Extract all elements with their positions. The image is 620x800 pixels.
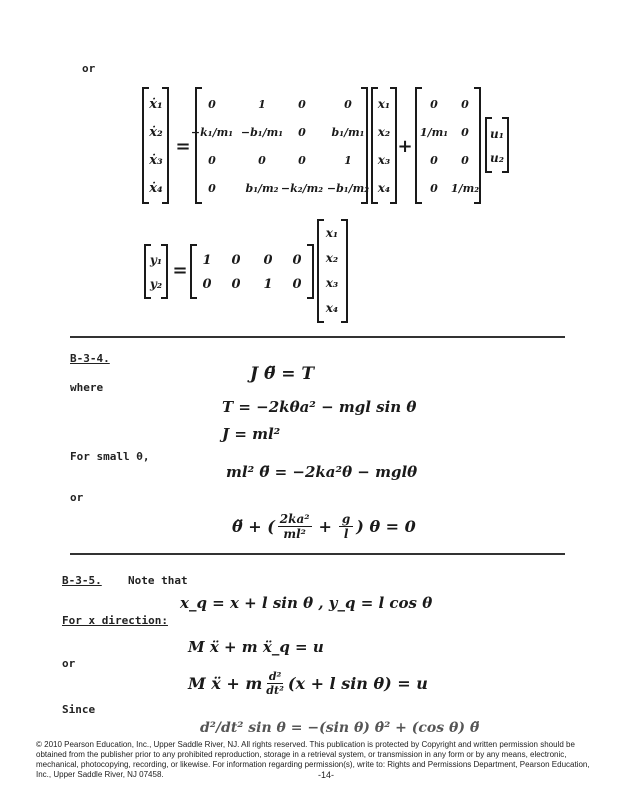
equation-expanded-x bbox=[188, 670, 428, 697]
label-or-3: or bbox=[62, 657, 76, 670]
a-matrix-entry: −b₁/m₂ bbox=[326, 182, 370, 195]
divider-line-1 bbox=[70, 336, 565, 338]
x-vector-entry: x₁ bbox=[377, 97, 391, 111]
label-note-that: Note that bbox=[128, 574, 188, 587]
label-for-small-theta: For small θ, bbox=[70, 450, 150, 463]
c-matrix-entry: 0 bbox=[292, 253, 302, 268]
a-matrix-entry: −k₂/m₂ bbox=[280, 182, 324, 195]
c-matrix-entry: 0 bbox=[202, 277, 212, 292]
problem-label-b34: B-3-4. bbox=[70, 352, 110, 365]
fraction-numerator: g bbox=[339, 512, 353, 527]
c-matrix-entry: 0 bbox=[263, 253, 273, 268]
equals-sign-2: = bbox=[172, 260, 188, 281]
label-or-2: or bbox=[70, 491, 84, 504]
a-matrix-entry: 0 bbox=[258, 154, 266, 167]
fraction-denominator: dt² bbox=[266, 684, 284, 697]
plus-sign: + bbox=[397, 136, 413, 157]
lhs-left-bracket bbox=[143, 88, 149, 203]
eq-expanded-prefix: M ẍ + m bbox=[188, 674, 263, 693]
divider-line-2 bbox=[70, 553, 565, 555]
a-matrix-entry: 0 bbox=[298, 154, 306, 167]
a-matrix-entry: 1 bbox=[258, 98, 266, 111]
output-equation-matrix bbox=[145, 220, 347, 322]
c-matrix-entry: 0 bbox=[231, 277, 241, 292]
fraction-numerator: d² bbox=[268, 670, 282, 683]
y-vector-entry: y₂ bbox=[149, 277, 163, 291]
page-number: -14- bbox=[318, 770, 335, 780]
c-matrix-entry: 1 bbox=[202, 253, 212, 268]
b-matrix-entry: 0 bbox=[461, 154, 469, 167]
b-matrix-entry: 0 bbox=[430, 154, 438, 167]
fraction-g-l bbox=[339, 512, 353, 541]
a-matrix-entry: 0 bbox=[208, 98, 216, 111]
label-since: Since bbox=[62, 703, 96, 716]
a-matrix-entry: −k₁/m₁ bbox=[190, 126, 234, 139]
lhs-right-bracket bbox=[162, 88, 168, 203]
x-vector-entry: x₄ bbox=[377, 181, 391, 195]
x-vector-entry: x₂ bbox=[377, 125, 391, 139]
equation-newton-x: M ẍ + m ẍ_q = u bbox=[188, 638, 324, 656]
u-vector-entry: u₁ bbox=[490, 127, 504, 141]
equals-sign: = bbox=[175, 136, 191, 157]
a-left-bracket bbox=[196, 88, 202, 203]
x-right-bracket bbox=[390, 88, 396, 203]
c-matrix-entry: 0 bbox=[231, 253, 241, 268]
lhs-entry: ẋ₁ bbox=[149, 97, 163, 112]
x2-left-bracket bbox=[318, 220, 324, 322]
fraction-2ka2-ml2 bbox=[278, 512, 312, 541]
a-matrix-entry: 1 bbox=[344, 154, 352, 167]
equation-xq-yq: x_q = x + l sin θ , y_q = l cos θ bbox=[180, 594, 433, 612]
a-matrix-entry: 0 bbox=[298, 126, 306, 139]
a-matrix-entry: 0 bbox=[344, 98, 352, 111]
fraction-numerator: 2ka² bbox=[279, 512, 310, 526]
label-for-x-direction: For x direction: bbox=[62, 614, 168, 627]
x2-vector-entry: x₁ bbox=[325, 226, 339, 240]
c-right-bracket bbox=[307, 245, 313, 298]
x2-vector-entry: x₂ bbox=[325, 251, 339, 265]
fraction-denominator: ml² bbox=[283, 527, 306, 541]
equation-inertia: J = ml² bbox=[222, 425, 281, 443]
a-matrix-entry: −b₁/m₁ bbox=[240, 126, 284, 139]
lhs-entry: ẋ₄ bbox=[149, 181, 163, 196]
x2-vector-entry: x₄ bbox=[325, 301, 339, 315]
lhs-entry: ẋ₃ bbox=[149, 153, 163, 168]
a-matrix-entry: 0 bbox=[208, 154, 216, 167]
x-vector-entry: x₃ bbox=[377, 153, 391, 167]
a-matrix-entry: 0 bbox=[298, 98, 306, 111]
a-matrix-entry: 0 bbox=[208, 182, 216, 195]
problem-label-b35: B-3-5. bbox=[62, 574, 102, 587]
b-matrix-entry: 1/m₂ bbox=[450, 182, 480, 195]
fraction-d2-dt2 bbox=[266, 670, 284, 697]
eq-final-suffix: ) θ = 0 bbox=[356, 517, 416, 536]
fraction-denominator: l bbox=[343, 527, 349, 541]
eq-final-prefix: θ̈ + ( bbox=[232, 517, 275, 536]
label-where: where bbox=[70, 381, 104, 394]
b-matrix-entry: 0 bbox=[461, 98, 469, 111]
label-or-1: or bbox=[82, 62, 96, 75]
state-equation-matrix bbox=[143, 88, 508, 203]
x2-vector-entry: x₃ bbox=[325, 276, 339, 290]
c-matrix-entry: 0 bbox=[292, 277, 302, 292]
eq-expanded-suffix: (x + l sin θ) = u bbox=[287, 674, 428, 693]
c-matrix-entry: 1 bbox=[263, 277, 273, 292]
equation-since-partial: d²/dt² sin θ = −(sin θ) θ̇² + (cos θ) θ̈ bbox=[200, 720, 480, 736]
b-matrix-entry: 0 bbox=[430, 98, 438, 111]
equation-torque: T = −2kθa² − mgl sin θ bbox=[222, 398, 417, 416]
b-left-bracket bbox=[416, 88, 422, 203]
x2-right-bracket bbox=[341, 220, 347, 322]
copyright-notice: © 2010 Pearson Education, Inc., Upper Saddle River, NJ. All rights reserved. This publication is protected by Copyright and written permission should be obtained from the publisher prior to any prohibited reproduction, storage in a retrieval system, or transmission in any form or by any means, electronic, mechanical, photocopying, recording, or likewise. For information regarding permission(s), write to: Rights and Permissions Department, Pearson Education, Inc., Upper Saddle River, NJ 07458. bbox=[36, 740, 590, 779]
eq-final-plus: + bbox=[318, 517, 332, 536]
a-matrix-entry: b₁/m₂ bbox=[245, 182, 279, 195]
lhs-entry: ẋ₂ bbox=[149, 125, 163, 140]
b-matrix-entry: 1/m₁ bbox=[419, 126, 449, 139]
equation-small-angle: ml² θ̈ = −2ka²θ − mglθ bbox=[226, 463, 418, 481]
y-vector-entry: y₁ bbox=[149, 253, 163, 267]
a-matrix-entry: b₁/m₁ bbox=[331, 126, 365, 139]
equation-j-theta: J θ̈ = T bbox=[250, 364, 315, 384]
equation-final-b34 bbox=[232, 512, 416, 541]
b-matrix-entry: 0 bbox=[430, 182, 438, 195]
b-matrix-entry: 0 bbox=[461, 126, 469, 139]
c-left-bracket bbox=[191, 245, 197, 298]
u-vector-entry: u₂ bbox=[490, 151, 504, 165]
